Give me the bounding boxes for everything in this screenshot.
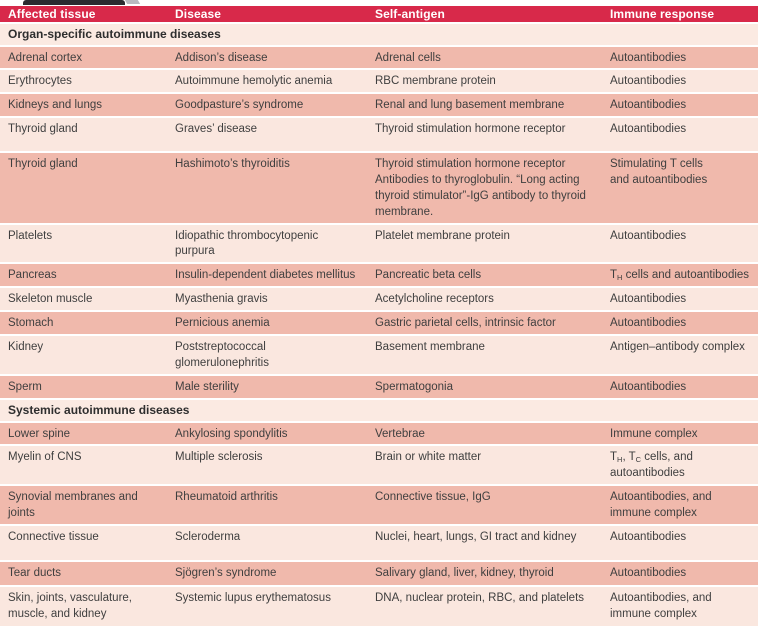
cell-disease: Autoimmune hemolytic anemia [175,75,333,88]
table-row [0,47,758,71]
cell-antigen: Vertebrae [375,427,425,440]
text-segment: Stimulating T cells [610,158,703,171]
table-row [0,423,758,447]
cell-antigen: Platelet membrane protein [375,229,510,242]
cell-immune: Autoantibodies [610,75,687,88]
cell-tissue: Stomach [8,317,54,330]
cell-tissue: Connective tissue [8,530,99,543]
cell-antigen [367,153,602,222]
cell-antigen: Acetylcholine receptors [375,293,494,306]
cell-disease: Systemic lupus erythematosus [175,591,331,604]
cell-tissue: Skin, joints, vasculature, muscle, and kidney [8,591,133,620]
table-row [0,312,758,336]
cell-tissue: Erythrocytes [8,75,72,88]
cell-disease: Graves’ disease [175,123,258,136]
text-segment: Thyroid stimulation hormone receptor [375,158,566,171]
subscript: H [617,455,623,465]
cell-disease: Male sterility [175,381,239,394]
table-row [0,153,758,224]
cell-immune: Autoantibodies [610,229,687,242]
text-segment: , T [622,451,636,464]
table-row [0,376,758,400]
cell-antigen: Brain or white matter [375,451,482,464]
cell-disease: Idiopathic thrombocytopenic purpura [175,229,319,258]
table-row [0,94,758,118]
cell-disease: Rheumatoid arthritis [175,491,278,504]
browser-tab-corner [125,0,140,4]
cell-tissue: Lower spine [8,427,71,440]
autoimmune-diseases-table [0,6,758,628]
table-row [0,562,758,587]
text-segment: T [610,451,618,464]
cell-antigen: Gastric parietal cells, intrinsic factor [375,317,556,330]
cell-antigen: Basement membrane [375,341,485,354]
cell-tissue: Kidneys and lungs [8,99,102,112]
table-row [0,264,758,288]
cell-antigen: Pancreatic beta cells [375,269,482,282]
table-row [0,446,758,486]
cell-disease: Multiple sclerosis [175,451,263,464]
cell-antigen: RBC membrane protein [375,75,496,88]
cell-tissue: Thyroid gland [8,158,78,171]
cell-antigen: Renal and lung basement membrane [375,99,565,112]
cell-tissue: Kidney [8,341,44,354]
cell-immune: Autoantibodies [610,51,687,64]
cell-antigen: DNA, nuclear protein, RBC, and platelets [375,591,585,604]
column-header-self-antigen: Self-antigen [375,7,445,21]
table-row [0,486,758,526]
subscript: H [617,273,623,283]
table-row [0,336,758,376]
cell-tissue: Pancreas [8,269,57,282]
cell-disease: Insulin-dependent diabetes mellitus [175,269,356,282]
text-segment: and autoantibodies [610,174,708,187]
cell-immune: Immune complex [610,427,698,440]
table-row [0,526,758,562]
cell-tissue: Synovial membranes and joints [8,491,138,519]
text-segment: T [610,269,618,282]
cell-disease: Poststreptococcal glomerulonephritis [175,341,269,369]
cell-antigen: Nuclei, heart, lungs, GI tract and kidney [375,530,577,543]
section-title: Systemic autoimmune diseases [8,402,190,417]
table-row [0,288,758,312]
cell-disease: Myasthenia gravis [175,293,268,306]
cell-tissue: Tear ducts [8,566,62,579]
cell-antigen: Adrenal cells [375,51,441,64]
cell-tissue: Sperm [8,381,42,394]
cell-tissue: Platelets [8,229,53,242]
cell-disease: Pernicious anemia [175,317,270,330]
cell-tissue: Thyroid gland [8,123,78,136]
cell-immune: Autoantibodies [610,566,687,579]
subscript: C [635,455,642,465]
table-row [0,70,758,94]
cell-disease: Hashimoto’s thyroiditis [175,158,290,171]
cell-immune: Autoantibodies [610,317,687,330]
table-body [0,24,758,628]
cell-antigen: Spermatogonia [375,381,453,394]
column-header-affected-tissue: Affected tissue [8,7,96,21]
column-header-immune-response: Immune response [610,7,715,21]
column-header-disease: Disease [175,7,222,21]
table-header-row [0,6,758,24]
cell-disease: Ankylosing spondylitis [175,427,288,440]
cell-tissue: Skeleton muscle [8,293,93,306]
section-row [0,400,758,423]
table-row [0,118,758,153]
text-segment: cells and autoantibodies [622,269,750,282]
top-strip [0,0,768,6]
cell-immune: Autoantibodies [610,381,687,394]
cell-immune: Autoantibodies, and immune complex [610,591,712,620]
cell-immune [602,446,758,484]
cell-antigen: Thyroid stimulation hormone receptor [375,123,566,136]
cell-immune [602,153,758,191]
cell-disease: Addison’s disease [175,51,268,64]
browser-tab-fragment [23,0,125,5]
cell-immune: Autoantibodies [610,293,687,306]
cell-immune: Autoantibodies [610,123,687,136]
text-segment: Antibodies to thyroglobulin. “Long acting thyroid stimulator”-IgG antibody to thyroid membrane. [375,174,586,218]
cell-immune: Antigen–antibody complex [610,341,745,354]
table-row [0,587,758,628]
cell-immune: Autoantibodies [610,99,687,112]
section-title: Organ-specific autoimmune diseases [8,27,221,41]
cell-disease: Goodpasture’s syndrome [175,99,304,112]
cell-tissue: Myelin of CNS [8,451,82,464]
cell-antigen: Salivary gland, liver, kidney, thyroid [375,566,554,579]
cell-immune [602,264,758,286]
cell-immune: Autoantibodies, and immune complex [610,491,712,519]
table-row [0,225,758,265]
cell-immune: Autoantibodies [610,530,687,543]
cell-tissue: Adrenal cortex [8,51,83,64]
cell-disease: Sjögren’s syndrome [175,566,277,579]
text-segment: cells, and autoantibodies [610,451,693,480]
cell-antigen: Connective tissue, IgG [375,491,491,504]
section-row [0,24,758,47]
cell-disease: Scleroderma [175,530,241,543]
